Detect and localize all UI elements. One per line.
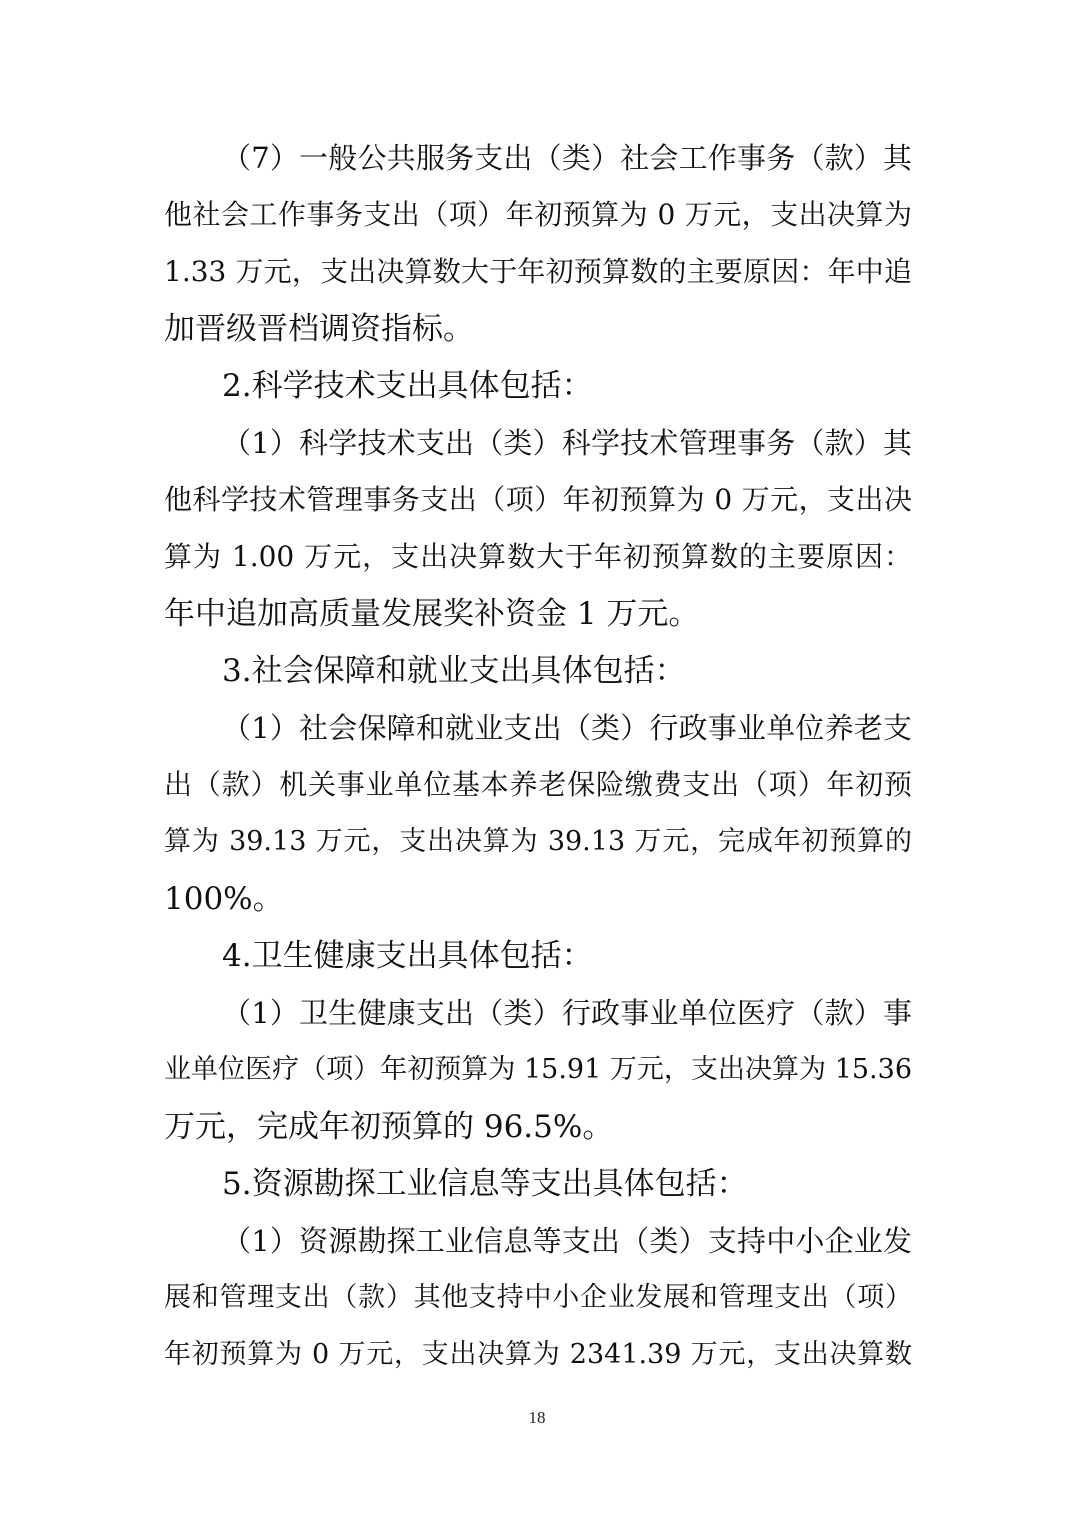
paragraph-text: 出（款）机关事业单位基本养老保险缴费支出（项）年初预 bbox=[164, 768, 912, 801]
heading-text: 5.资源勘探工业信息等支出具体包括： bbox=[222, 1166, 748, 1202]
paragraph-text: （1）科学技术支出（类）科学技术管理事务（款）其 bbox=[222, 426, 912, 460]
heading-text: 2.科学技术支出具体包括： bbox=[222, 368, 593, 404]
paragraph-text: （1）卫生健康支出（类）行政事业单位医疗（款）事 bbox=[222, 996, 912, 1030]
paragraph-text: （1）资源勘探工业信息等支出（类）支持中小企业发 bbox=[222, 1224, 912, 1258]
paragraph-text: 算为 1.00 万元，支出决算数大于年初预算数的主要原因： bbox=[164, 540, 912, 573]
section-heading bbox=[0, 1164, 1074, 1204]
heading-text: 3.社会保障和就业支出具体包括： bbox=[222, 653, 686, 689]
paragraph-text: 他科学技术管理事务支出（项）年初预算为 0 万元，支出决 bbox=[164, 483, 912, 516]
paragraph-text: 他社会工作事务支出（项）年初预算为 0 万元，支出决算为 bbox=[164, 198, 912, 231]
paragraph-line bbox=[0, 1278, 1074, 1318]
paragraph-line bbox=[0, 1221, 1074, 1261]
paragraph-line bbox=[0, 993, 1074, 1033]
section-heading bbox=[0, 936, 1074, 976]
paragraph-text: 年初预算为 0 万元，支出决算为 2341.39 万元，支出决算数 bbox=[164, 1339, 912, 1370]
paragraph-line bbox=[0, 309, 1074, 349]
paragraph-text: 算为 39.13 万元，支出决算为 39.13 万元，完成年初预算的 bbox=[164, 826, 912, 857]
paragraph-text: 业单位医疗（项）年初预算为 15.91 万元，支出决算为 15.36 bbox=[164, 1054, 912, 1085]
paragraph-line bbox=[0, 195, 1074, 235]
section-heading bbox=[0, 366, 1074, 406]
page-number: 18 bbox=[528, 1408, 546, 1427]
paragraph-text: 加晋级晋档调资指标。 bbox=[164, 311, 474, 347]
paragraph-text: 100%。 bbox=[164, 881, 284, 917]
paragraph-line bbox=[0, 1050, 1074, 1090]
paragraph-text: 展和管理支出（款）其他支持中小企业发展和管理支出（项） bbox=[164, 1282, 912, 1313]
paragraph-line bbox=[0, 708, 1074, 748]
paragraph-text: （1）社会保障和就业支出（类）行政事业单位养老支 bbox=[222, 711, 912, 745]
paragraph-line bbox=[0, 1335, 1074, 1375]
paragraph-line bbox=[0, 537, 1074, 577]
paragraph-text: 万元，完成年初预算的 96.5%。 bbox=[164, 1109, 614, 1145]
paragraph-text: 年中追加高质量发展奖补资金 1 万元。 bbox=[164, 596, 700, 632]
paragraph-line bbox=[0, 594, 1074, 634]
paragraph-text: （7）一般公共服务支出（类）社会工作事务（款）其 bbox=[222, 141, 912, 175]
paragraph-line bbox=[0, 822, 1074, 862]
paragraph-line bbox=[0, 879, 1074, 919]
paragraph-line bbox=[0, 423, 1074, 463]
paragraph-line bbox=[0, 1107, 1074, 1147]
paragraph-line bbox=[0, 765, 1074, 805]
section-heading bbox=[0, 651, 1074, 691]
paragraph-line bbox=[0, 252, 1074, 292]
heading-text: 4.卫生健康支出具体包括： bbox=[222, 938, 593, 974]
paragraph-text: 1.33 万元，支出决算数大于年初预算数的主要原因：年中追 bbox=[164, 255, 912, 288]
paragraph-line bbox=[0, 480, 1074, 520]
paragraph-line bbox=[0, 138, 1074, 178]
